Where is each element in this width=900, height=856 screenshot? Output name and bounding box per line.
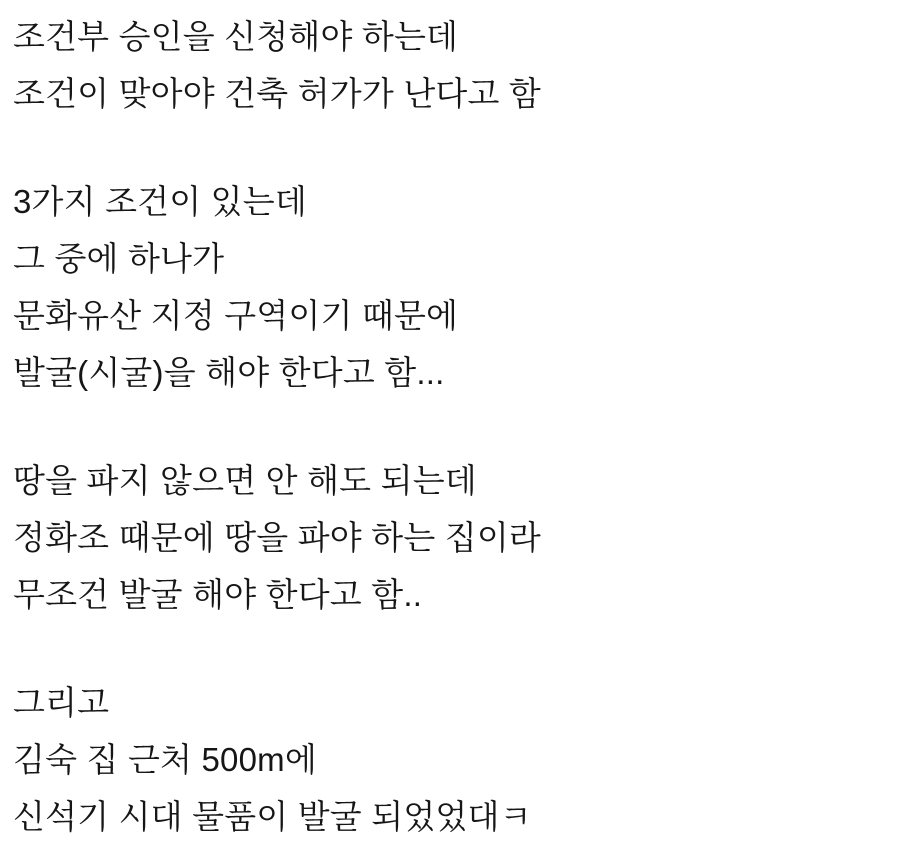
text-line: 조건이 맞아야 건축 허가가 난다고 함 — [13, 75, 542, 112]
text-line: 그리고 — [13, 684, 110, 721]
text-line: 발굴(시굴)을 해야 한다고 함... — [13, 354, 445, 391]
text-line: 무조건 발굴 해야 한다고 함.. — [13, 576, 423, 613]
paragraph-4 — [13, 674, 880, 845]
text-line: 문화유산 지정 구역이기 때문에 — [13, 297, 459, 334]
text-line: 그 중에 하나가 — [13, 240, 225, 277]
text-line: 신석기 시대 물품이 발굴 되었었대ㅋ — [13, 798, 532, 835]
paragraph-1 — [13, 8, 880, 122]
text-line: 김숙 집 근처 500m에 — [13, 741, 317, 778]
paragraph-3 — [13, 452, 880, 623]
text-line: 땅을 파지 않으면 안 해도 되는데 — [13, 462, 477, 499]
text-line: 조건부 승인을 신청해야 하는데 — [13, 18, 459, 55]
text-line: 정화조 때문에 땅을 파야 하는 집이라 — [13, 519, 542, 556]
text-line: 3가지 조건이 있는데 — [13, 183, 307, 220]
paragraph-2 — [13, 173, 880, 401]
